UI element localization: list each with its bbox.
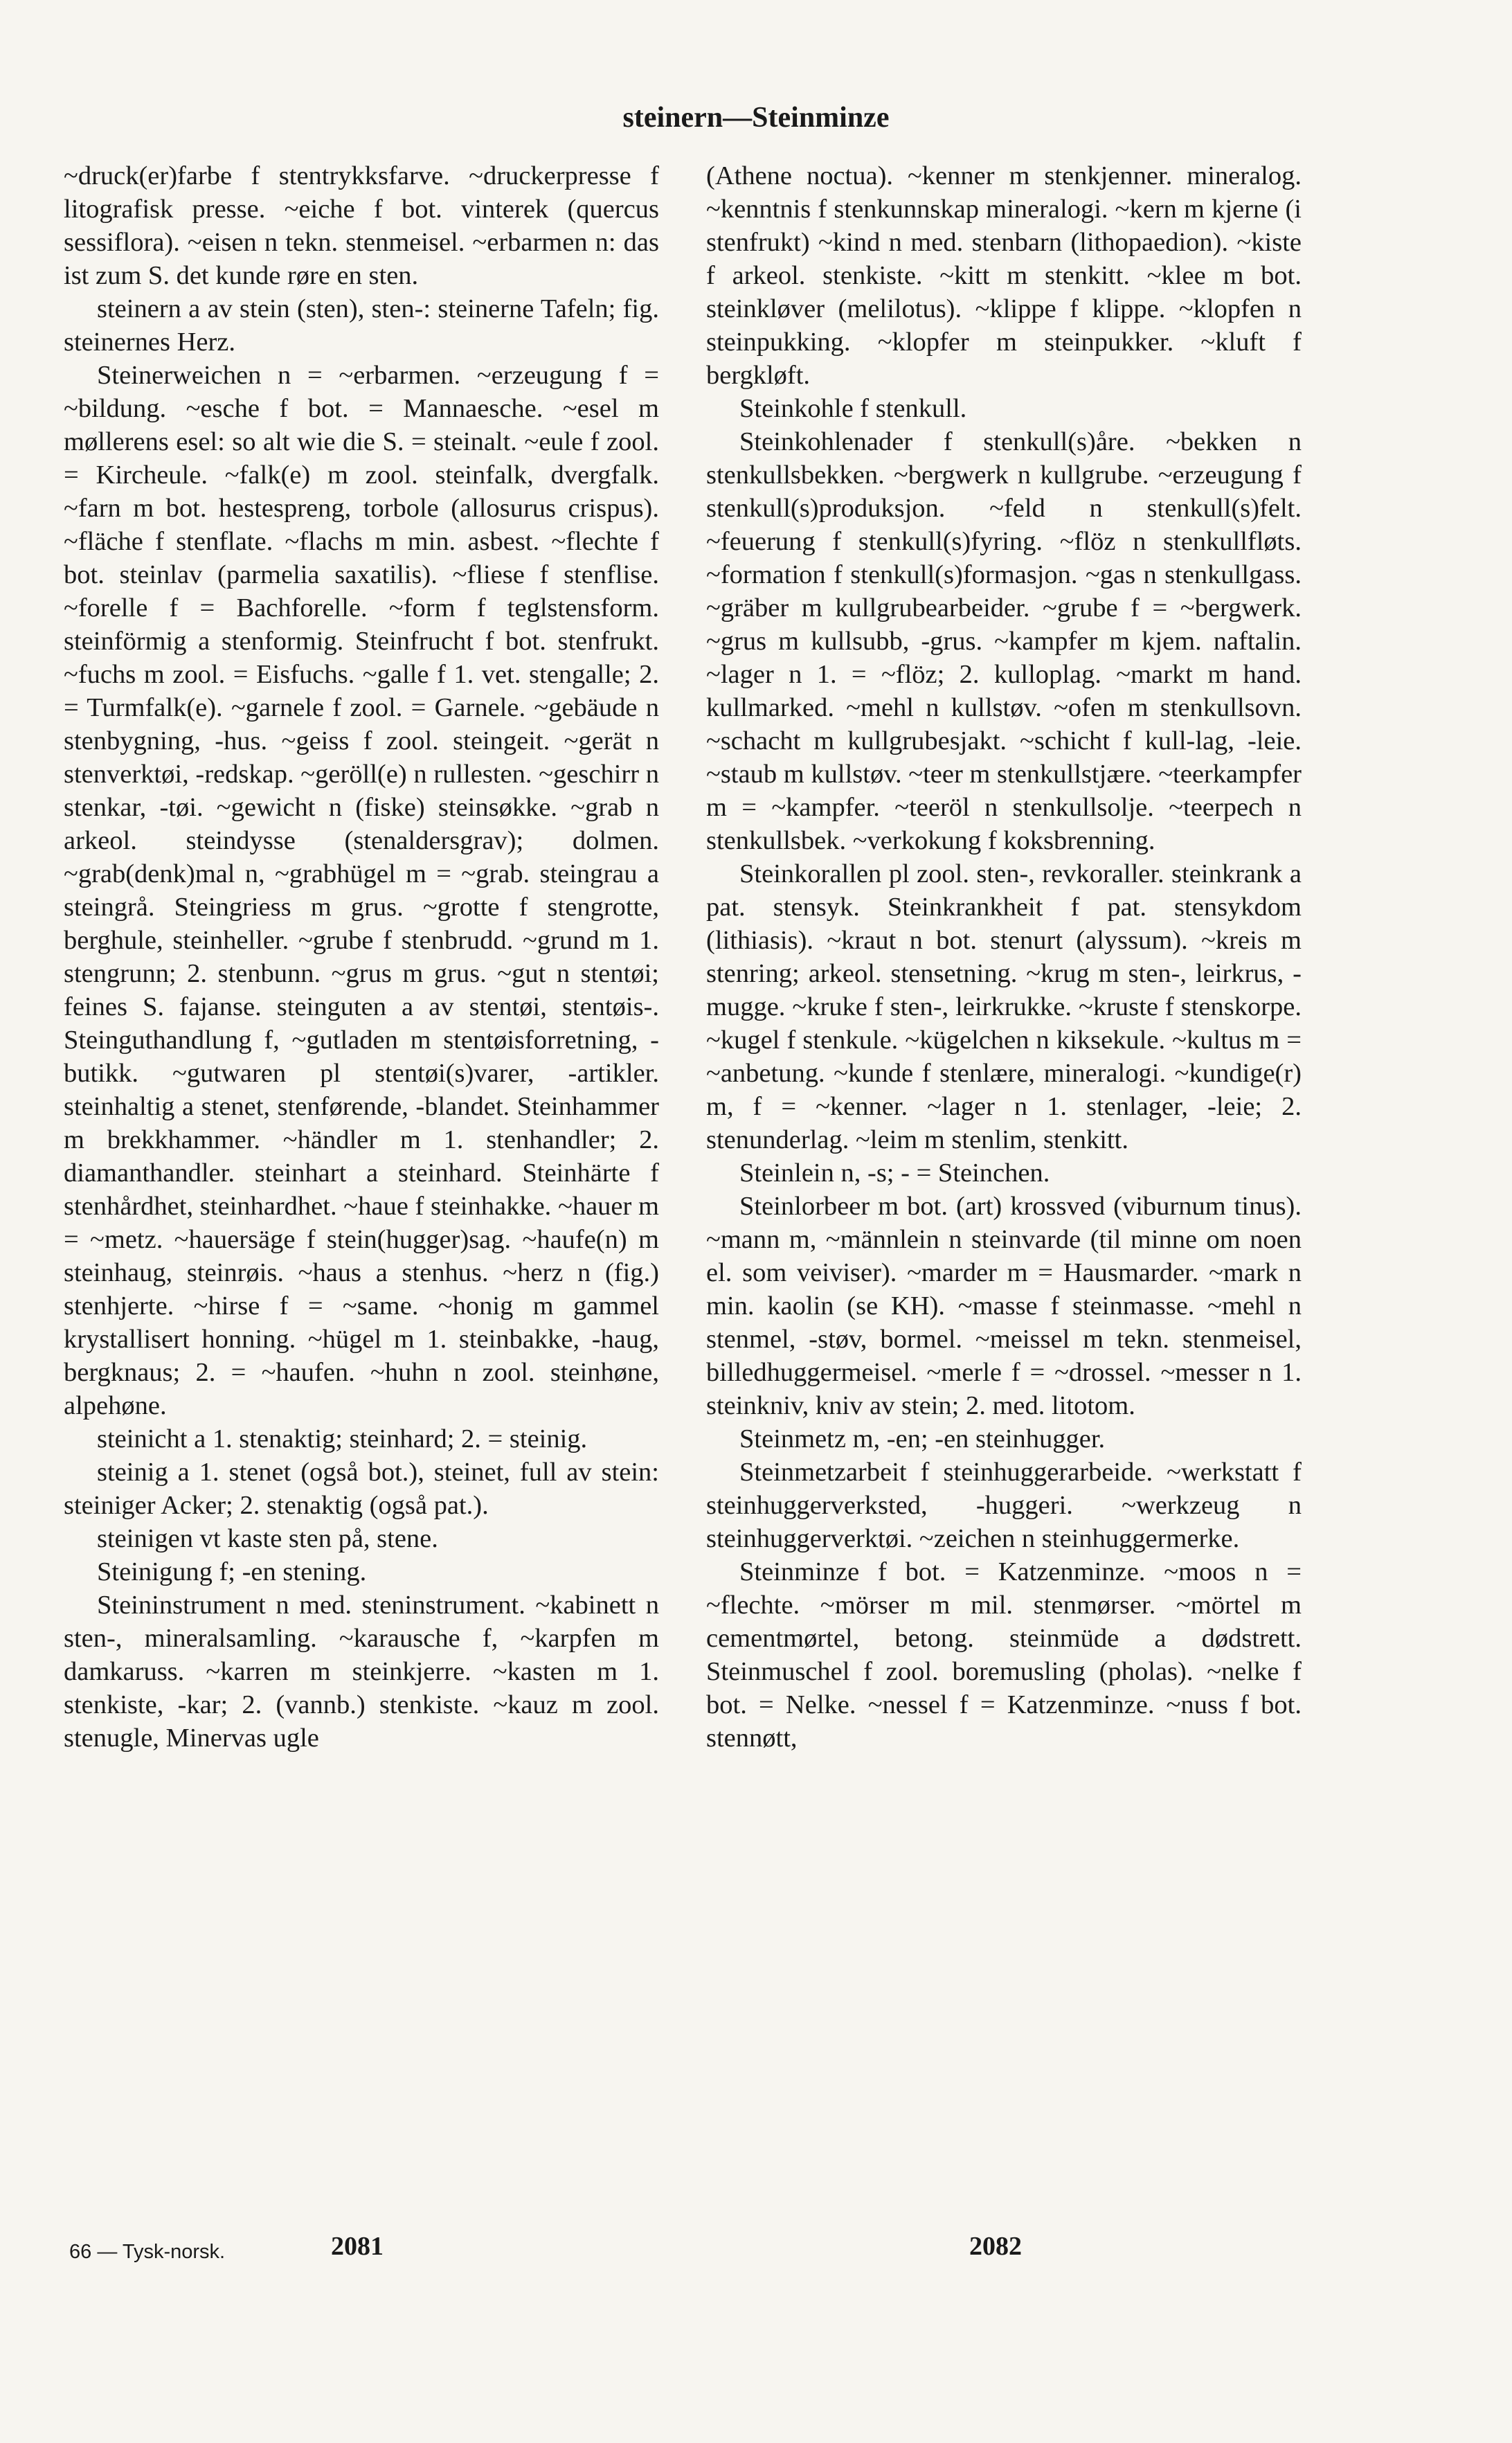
page-header: steinern—Steinminze (622, 102, 890, 134)
entry-paragraph: Steinlorbeer m bot. (art) krossved (viburnum tinus). ~mann m, ~männlein n steinvarde (til minne om noen el. som veiviser). ~marder m = Hausmarder. ~mark n min. kaolin (se KH). ~masse f steinmasse. ~mehl n stenmel, -støv, bormel. ~meissel m tekn. stenmeisel, billedhuggermeisel. ~merle f = ~drossel. ~messer n 1. steinkniv, kniv av stein; 2. med. litotom. (706, 1192, 1302, 1420)
right-column (706, 159, 1302, 1755)
entry-paragraph: steinigen vt kaste sten på, stene. (97, 1524, 438, 1553)
page-number-right: 2082 (969, 2232, 1022, 2261)
entry-paragraph: Steinlein n, -s; - = Steinchen. (739, 1158, 1050, 1188)
entry-paragraph: Steinmetz m, -en; -en steinhugger. (739, 1424, 1106, 1453)
entry-paragraph: Steinerweichen n = ~erbarmen. ~erzeugung f = ~bildung. ~esche f bot. = Mannaesche. ~esel m møllerens esel: so alt wie die S. = steinalt. ~eule f zool. = Kircheule. ~falk(e) m zool. steinfalk, dvergfalk. ~farn m bot. hestespreng, torbole (allosurus crispus). ~fläche f stenflate. ~flachs m min. asbest. ~flechte f bot. steinlav (parmelia saxatilis). ~fliese f stenflise. ~forelle f = Bachforelle. ~form f teglstensform. steinförmig a stenformig. Steinfrucht f bot. stenfrukt. ~fuchs m zool. = Eisfuchs. ~galle f 1. vet. stengalle; 2. = Turmfalk(e). ~garnele f zool. = Garnele. ~gebäude n stenbygning, -hus. ~geiss f zool. steingeit. ~gerät n stenverktøi, -redskap. ~geröll(e) n rullesten. ~geschirr n stenkar, -tøi. ~gewicht n (fiske) steinsøkke. ~grab n arkeol. steindysse (stenaldersgrav); dolmen. ~grab(denk)mal n, ~grabhügel m = ~grab. steingrau a steingrå. Steingriess m grus. ~grotte f stengrotte, berghule, steinheller. ~grube f stenbrudd. ~grund m 1. stengrunn; 2. stenbunn. ~grus m grus. ~gut n stentøi; feines S. fajanse. steinguten a av stentøi, stentøis-. Steinguthandlung f, ~gutladen m stentøisforretning, -butikk. ~gutwaren pl stentøi(s)varer, -artikler. steinhaltig a stenet, stenførende, -blandet. Steinhammer m brekkhammer. ~händler m 1. stenhandler; 2. diamanthandler. steinhart a steinhard. Steinhärte f stenhårdhet, steinhardhet. ~haue f steinhakke. ~hauer m = ~metz. ~hauersäge f stein(hugger)sag. ~haufe(n) m steinhaug, steinrøis. ~haus a stenhus. ~herz n (fig.) stenhjerte. ~hirse f = ~same. ~honig m gammel krystallisert honning. ~hügel m 1. steinbakke, -haug, bergknaus; 2. = ~haufen. ~huhn n zool. steinhøne, alpehøne. (64, 361, 659, 1420)
entry-paragraph: Steinkorallen pl zool. sten-, revkoraller. steinkrank a pat. stensyk. Steinkrankheit f pat. stensykdom (lithiasis). ~kraut n bot. stenurt (alyssum). ~kreis m stenring; arkeol. stensetning. ~krug m sten-, leirkrus, -mugge. ~kruke f sten-, leirkrukke. ~kruste f stenskorpe. ~kugel f stenkule. ~kügelchen n kiksekule. ~kultus m = ~anbetung. ~kunde f stenlære, mineralogi. ~kundige(r) m, f = ~kenner. ~lager n 1. stenlager, -leie; 2. stenunderlag. ~leim m stenlim, stenkitt. (706, 859, 1302, 1154)
left-column (64, 159, 659, 1755)
entry-paragraph: steinig a 1. stenet (også bot.), steinet, full av stein: steiniger Acker; 2. stenaktig (også pat.). (64, 1458, 659, 1520)
entry-paragraph: steinicht a 1. stenaktig; steinhard; 2. = steinig. (97, 1424, 588, 1453)
entry-paragraph: Steininstrument n med. steninstrument. ~kabinett n sten-, mineralsamling. ~karausche f, ~karpfen m damkaruss. ~karren m steinkjerre. ~kasten m 1. stenkiste, -kar; 2. (vannb.) stenkiste. ~kauz m zool. stenugle, Minervas ugle (64, 1591, 659, 1753)
entry-paragraph: ~druck(er)farbe f stentrykksfarve. ~druckerpresse f litografisk presse. ~eiche f bot. vinterek (quercus sessiflora). ~eisen n tekn. stenmeisel. ~erbarmen n: das ist zum S. det kunde røre en sten. (64, 161, 659, 290)
entry-paragraph: Steinmetzarbeit f steinhuggerarbeide. ~werkstatt f steinhuggerverksted, -huggeri. ~werkzeug n steinhuggerverktøi. ~zeichen n steinhuggermerke. (706, 1458, 1302, 1553)
entry-paragraph: steinern a av stein (sten), sten-: steinerne Tafeln; fig. steinernes Herz. (64, 294, 659, 357)
entry-paragraph: (Athene noctua). ~kenner m stenkjenner. mineralog. ~kenntnis f stenkunnskap mineralogi. ~kern m kjerne (i stenfrukt) ~kind n med. stenbarn (lithopaedion). ~kiste f arkeol. stenkiste. ~kitt m stenkitt. ~klee m bot. steinkløver (melilotus). ~klippe f klippe. ~klopfen n steinpukking. ~klopfer m steinpukker. ~kluft f bergkløft. (706, 161, 1302, 390)
entry-paragraph: Steinigung f; -en stening. (97, 1557, 367, 1586)
entry-paragraph: Steinkohle f stenkull. (739, 394, 967, 423)
page-number-left: 2081 (331, 2232, 384, 2261)
entry-paragraph: Steinkohlenader f stenkull(s)åre. ~bekken n stenkullsbekken. ~bergwerk n kullgrube. ~erzeugung f stenkull(s)produksjon. ~feld n stenkull(s)felt. ~feuerung f stenkull(s)fyring. ~flöz n stenkullfløts. ~formation f stenkull(s)formasjon. ~gas n stenkullgass. ~gräber m kullgrubearbeider. ~grube f = ~bergwerk. ~grus m kullsubb, -grus. ~kampfer m kjem. naftalin. ~lager n 1. = ~flöz; 2. kulloplag. ~markt m hand. kullmarked. ~mehl n kullstøv. ~ofen m stenkullsovn. ~schacht m kullgrubesjakt. ~schicht f kull-lag, -leie. ~staub m kullstøv. ~teer m stenkullstjære. ~teerkampfer m = ~kampfer. ~teeröl n stenkullsolje. ~teerpech n stenkullsbek. ~verkokung f koksbrenning. (706, 427, 1302, 855)
signature-mark: 66 — Tysk-norsk. (69, 2241, 226, 2263)
entry-paragraph: Steinminze f bot. = Katzenminze. ~moos n = ~flechte. ~mörser m mil. stenmørser. ~mörtel m cementmørtel, betong. steinmüde a dødstrett. Steinmuschel f zool. boremusling (pholas). ~nelke f bot. = Nelke. ~nessel f = Katzenminze. ~nuss f bot. stennøtt, (706, 1557, 1302, 1753)
